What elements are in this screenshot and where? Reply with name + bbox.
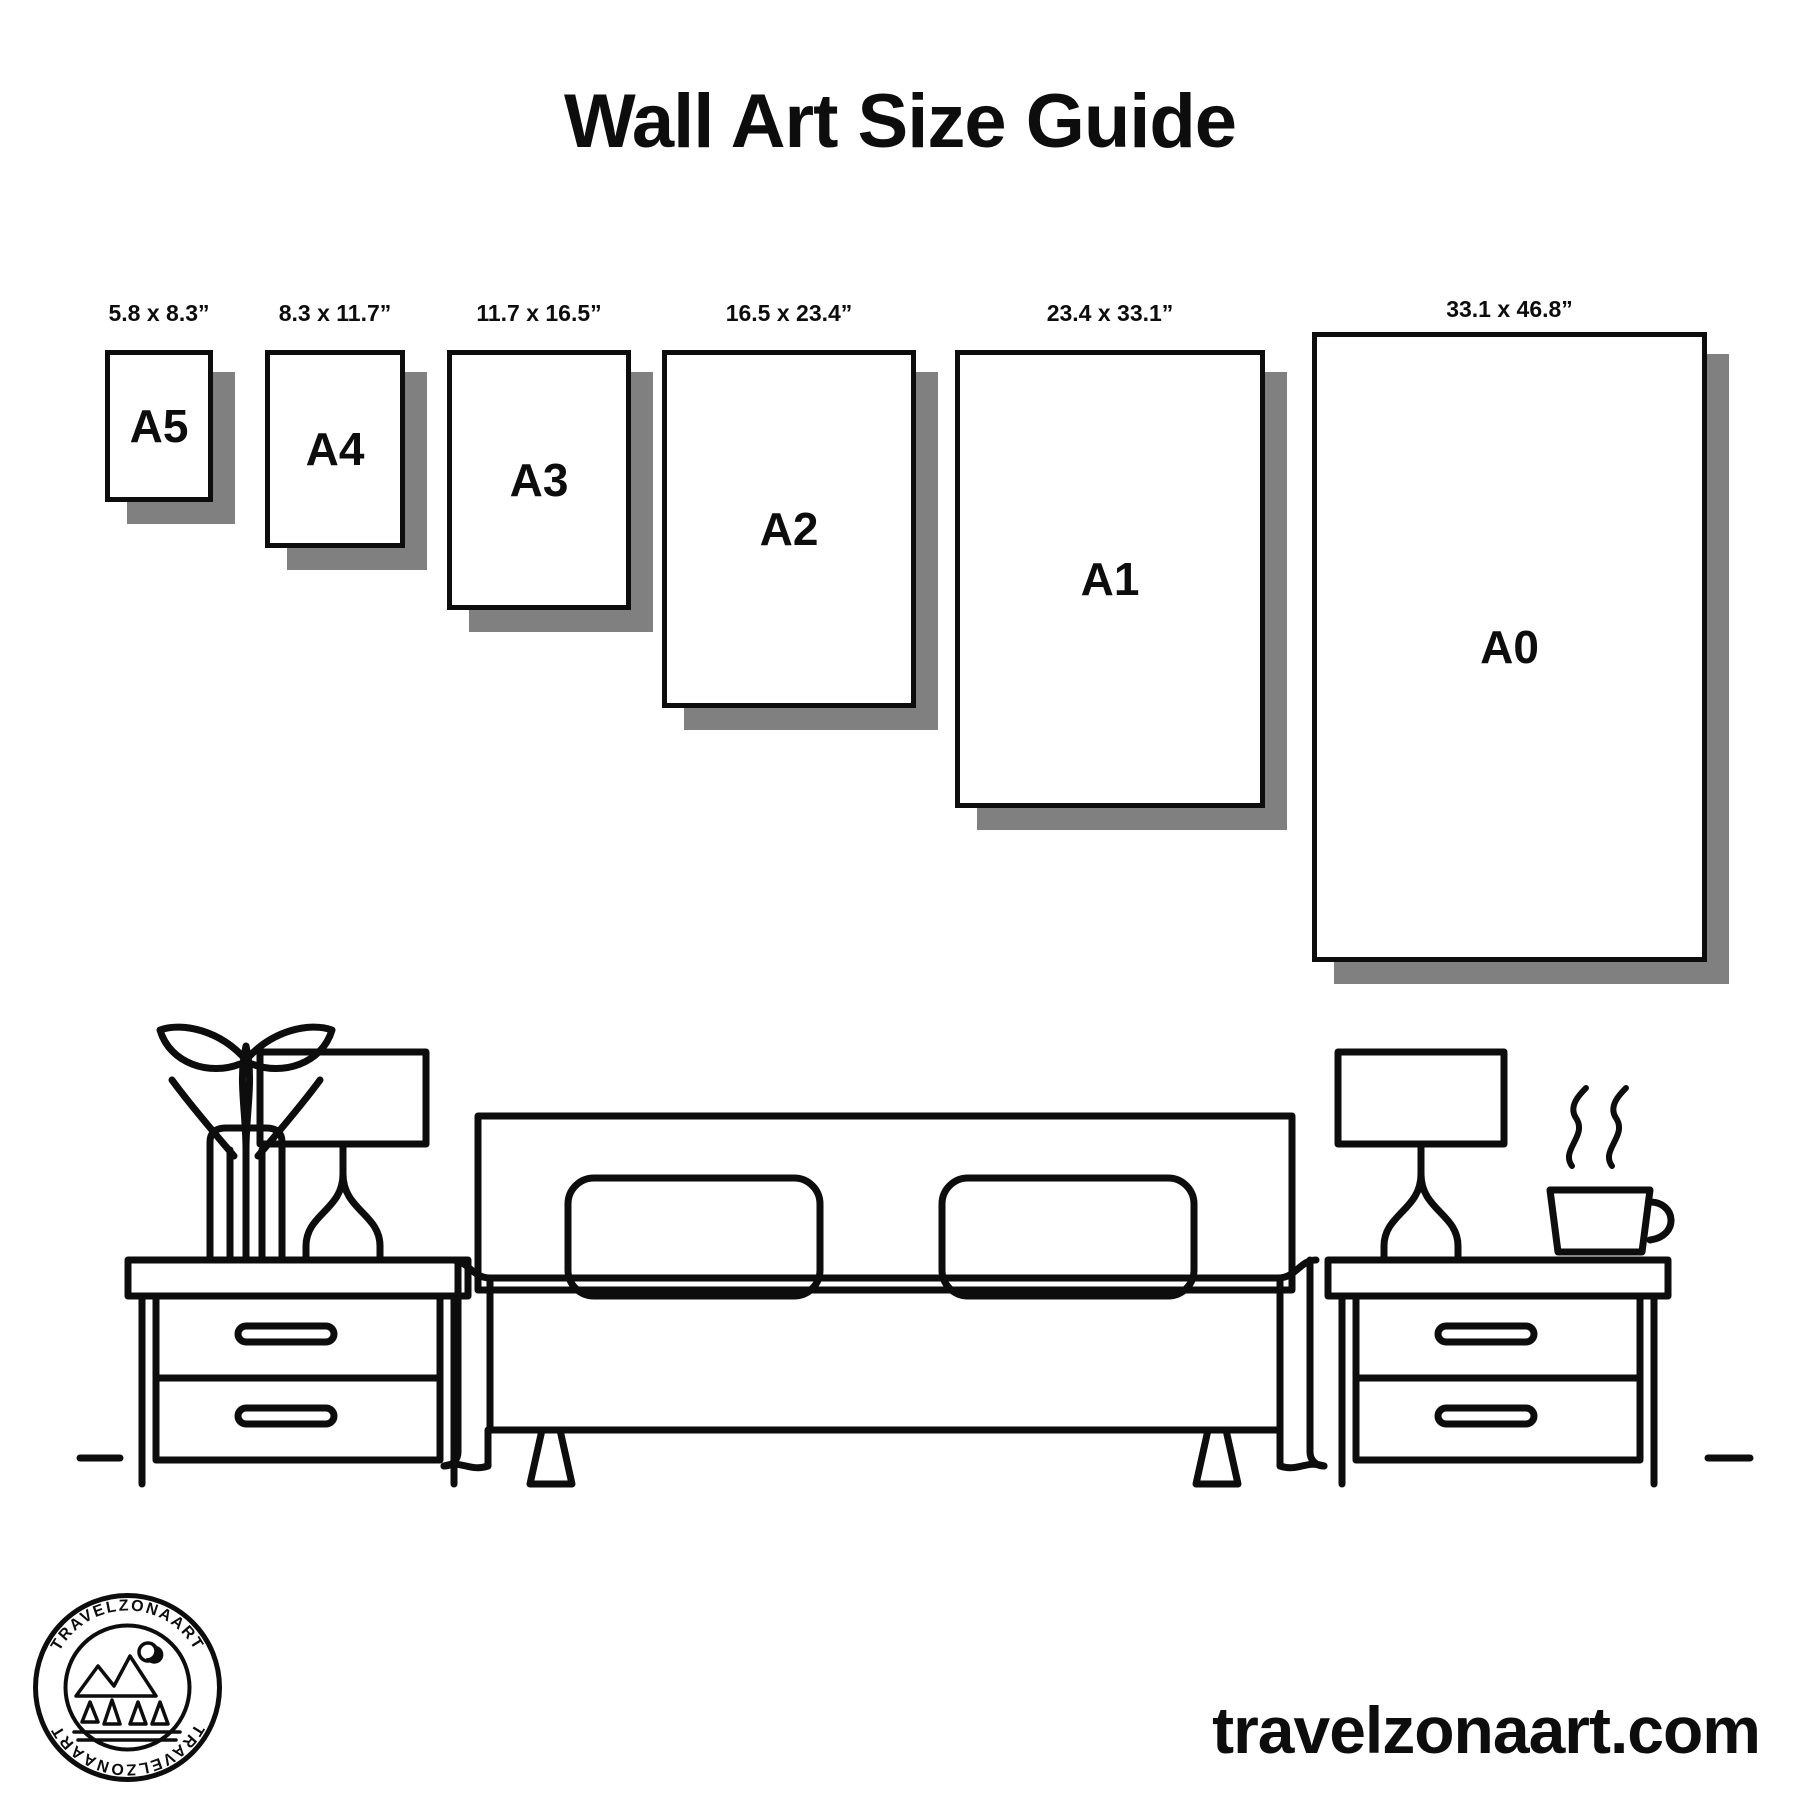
site-url[interactable]: travelzonaart.com	[1212, 1693, 1760, 1767]
poster-frame[interactable]	[955, 350, 1265, 808]
right-nightstand	[1328, 1260, 1668, 1484]
right-lamp	[1338, 1052, 1504, 1260]
poster-frame[interactable]	[105, 350, 213, 502]
page-title: Wall Art Size Guide	[563, 79, 1237, 164]
poster-dimension-label: 5.8 x 8.3”	[108, 300, 210, 326]
poster-dimension-label: 11.7 x 16.5”	[476, 300, 602, 326]
poster-a5	[105, 0, 243, 542]
poster-a1	[955, 0, 1295, 848]
poster-size-name: A5	[129, 400, 189, 452]
poster-dimension-label: 8.3 x 11.7”	[278, 300, 392, 326]
poster-a3	[447, 0, 661, 650]
logo-text-top: TRAVELZONAART	[48, 1597, 207, 1654]
poster-frame[interactable]	[447, 350, 631, 610]
poster-size-name: A4	[305, 423, 365, 475]
poster-size-name: A1	[1080, 553, 1140, 605]
poster-frame[interactable]	[1312, 332, 1707, 962]
poster-frame[interactable]	[265, 350, 405, 548]
poster-dimension-label: 23.4 x 33.1”	[1046, 300, 1174, 326]
poster-dimension-label: 33.1 x 46.8”	[1446, 296, 1573, 322]
logo-text-bottom: TRAVELZONAART	[48, 1721, 207, 1778]
poster-dimension-label: 16.5 x 23.4”	[725, 300, 853, 326]
left-nightstand	[128, 1260, 468, 1484]
bedroom-scene-illustration	[60, 960, 1760, 1520]
poster-size-name: A2	[759, 503, 819, 555]
poster-a0	[1312, 0, 1737, 1002]
poster-size-name: A3	[509, 454, 569, 506]
poster-size-name: A0	[1480, 621, 1539, 673]
poster-a4	[265, 0, 435, 588]
poster-a2	[662, 0, 946, 748]
coffee-mug	[1550, 1088, 1671, 1252]
poster-frame[interactable]	[662, 350, 916, 708]
bed	[444, 1116, 1324, 1484]
brand-logo	[30, 1590, 225, 1785]
